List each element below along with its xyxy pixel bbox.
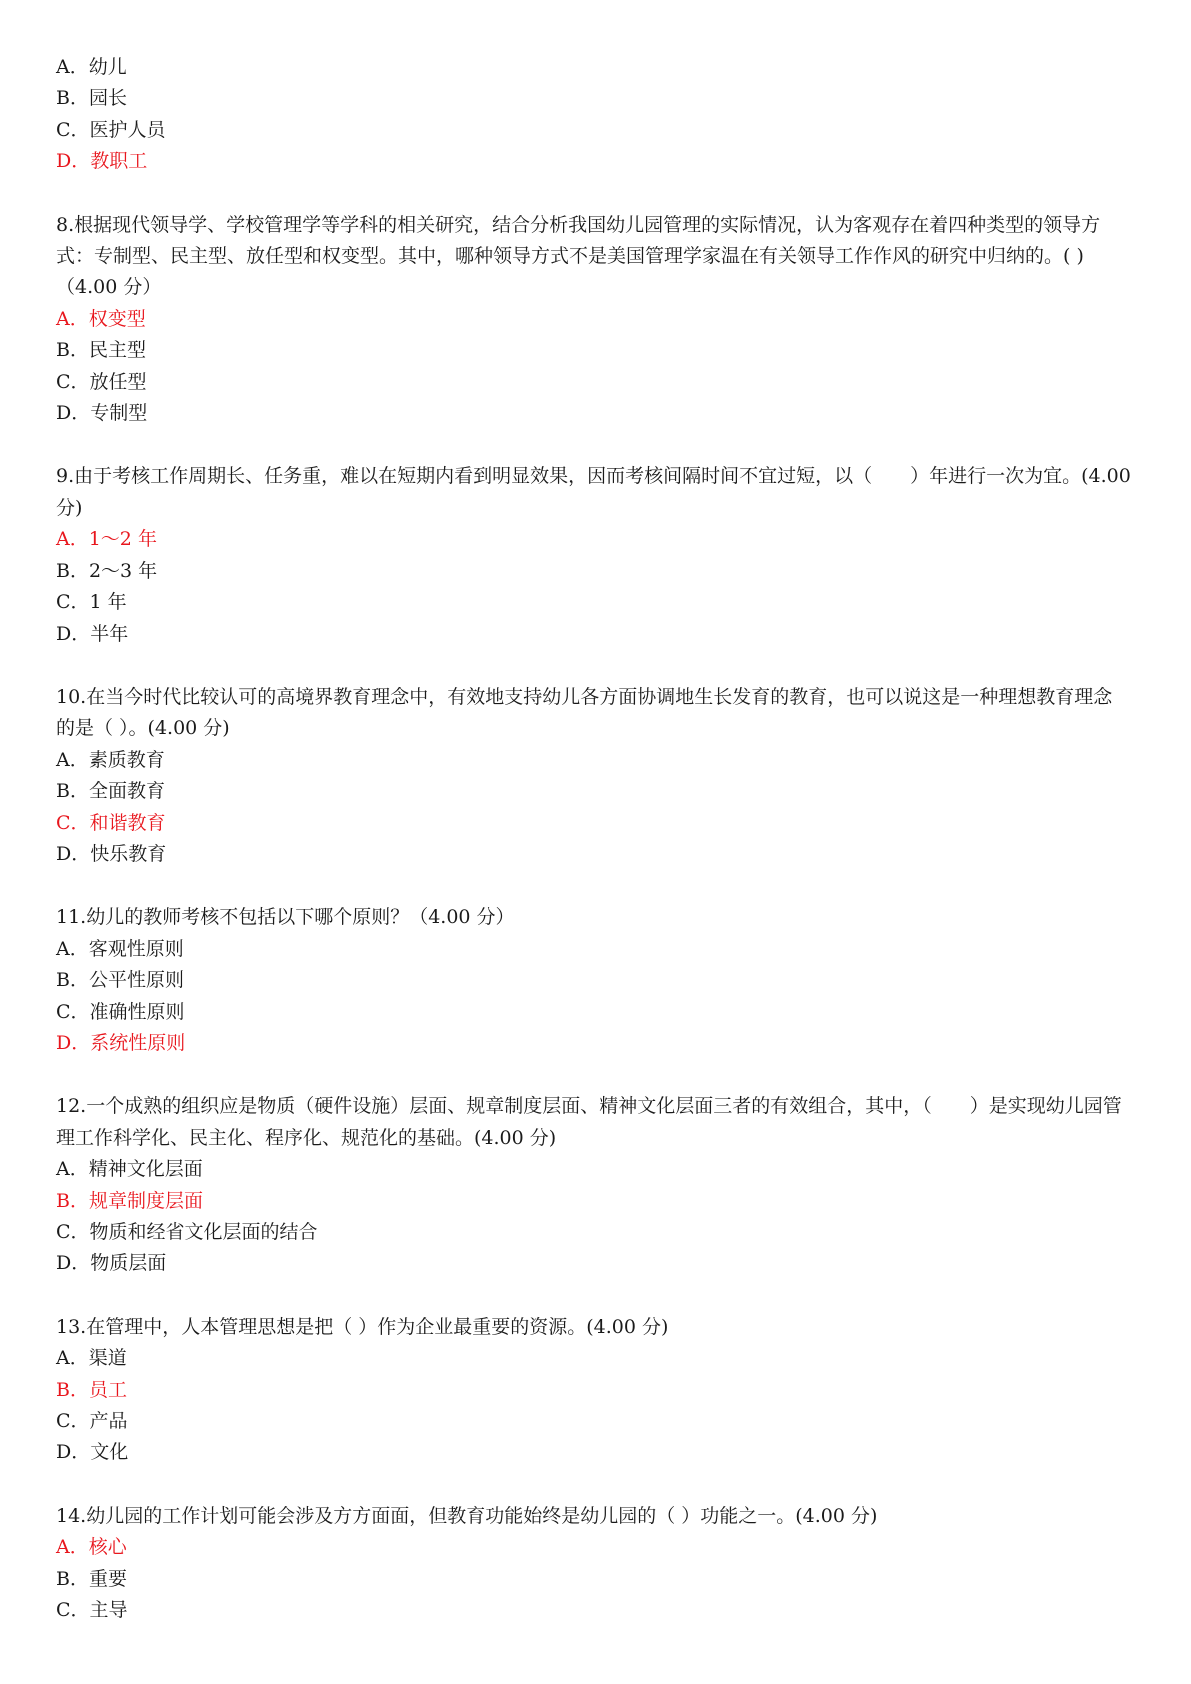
option-8-d: D．专制型: [56, 402, 148, 425]
option-14-a-correct: A．核心: [56, 1536, 127, 1559]
option-14-b: B．重要: [56, 1567, 127, 1590]
option-13-d: D．文化: [56, 1441, 129, 1464]
question-12: [56, 1091, 1131, 1279]
option-10-a: A．素质教育: [56, 748, 165, 771]
option-7-b: B．园长: [56, 87, 127, 110]
option-10-c-correct: C．和谐教育: [56, 811, 166, 834]
option-13-b-correct: B．员工: [56, 1378, 127, 1401]
question-10-stem: 10.在当今时代比较认可的高境界教育理念中，有效地支持幼儿各方面协调地生长发育的教育，也可以说这是一种理想教育理念的是（ ）。(4.00 分): [56, 685, 1113, 740]
question-13: [56, 1312, 1131, 1469]
option-13-c: C．产品: [56, 1410, 128, 1433]
option-8-c: C．放任型: [56, 370, 147, 393]
option-9-c: C．1 年: [56, 591, 127, 614]
question-11: [56, 902, 1131, 1059]
option-9-d: D．半年: [56, 622, 129, 645]
option-10-b: B．全面教育: [56, 780, 165, 803]
question-8: [56, 210, 1131, 430]
option-7-d-correct: D．教职工: [56, 150, 148, 173]
question-13-stem: 13.在管理中，人本管理思想是把（ ）作为企业最重要的资源。(4.00 分): [56, 1315, 669, 1338]
option-9-b: B．2～3 年: [56, 559, 158, 582]
option-12-d: D．物质层面: [56, 1252, 167, 1275]
option-12-b-correct: B．规章制度层面: [56, 1189, 203, 1212]
option-11-b: B．公平性原则: [56, 969, 184, 992]
option-11-c: C．准确性原则: [56, 1000, 185, 1023]
option-9-a-correct: A．1～2 年: [56, 528, 157, 551]
option-10-d: D．快乐教育: [56, 842, 167, 865]
option-11-d-correct: D．系统性原则: [56, 1031, 186, 1054]
question-8-stem: 8.根据现代领导学、学校管理学等学科的相关研究，结合分析我国幼儿园管理的实际情况，认为客观存在着四种类型的领导方式：专制型、民主型、放任型和权变型。其中，哪种领导方式不是美国管理学家温在有关领导工作作风的研究中归纳的。( )（4.00 分）: [56, 213, 1101, 299]
question-14: [56, 1501, 1131, 1627]
option-14-c: C．主导: [56, 1599, 128, 1622]
question-10: [56, 682, 1131, 870]
question-12-stem: 12.一个成熟的组织应是物质（硬件设施）层面、规章制度层面、精神文化层面三者的有效组合，其中，（ ）是实现幼儿园管理工作科学化、民主化、程序化、规范化的基础。(4.00 分): [56, 1095, 1122, 1149]
question-9-stem: 9.由于考核工作周期长、任务重，难以在短期内看到明显效果，因而考核间隔时间不宜过短，以（ ）年进行一次为宜。(4.00 分): [56, 465, 1131, 519]
option-7-c: C．医护人员: [56, 118, 166, 141]
question-14-stem: 14.幼儿园的工作计划可能会涉及方方面面，但教育功能始终是幼儿园的（ ）功能之一。(4.00 分): [56, 1504, 878, 1527]
option-13-a: A．渠道: [56, 1347, 127, 1370]
option-8-a-correct: A．权变型: [56, 307, 146, 330]
option-11-a: A．客观性原则: [56, 937, 184, 960]
question-11-stem: 11.幼儿的教师考核不包括以下哪个原则？（4.00 分）: [56, 906, 515, 929]
option-12-a: A．精神文化层面: [56, 1158, 203, 1181]
question-7: [56, 52, 1131, 178]
option-12-c: C．物质和经省文化层面的结合: [56, 1221, 318, 1243]
option-7-a: A．幼儿: [56, 56, 127, 78]
option-8-b: B．民主型: [56, 339, 146, 362]
question-9: [56, 461, 1131, 649]
